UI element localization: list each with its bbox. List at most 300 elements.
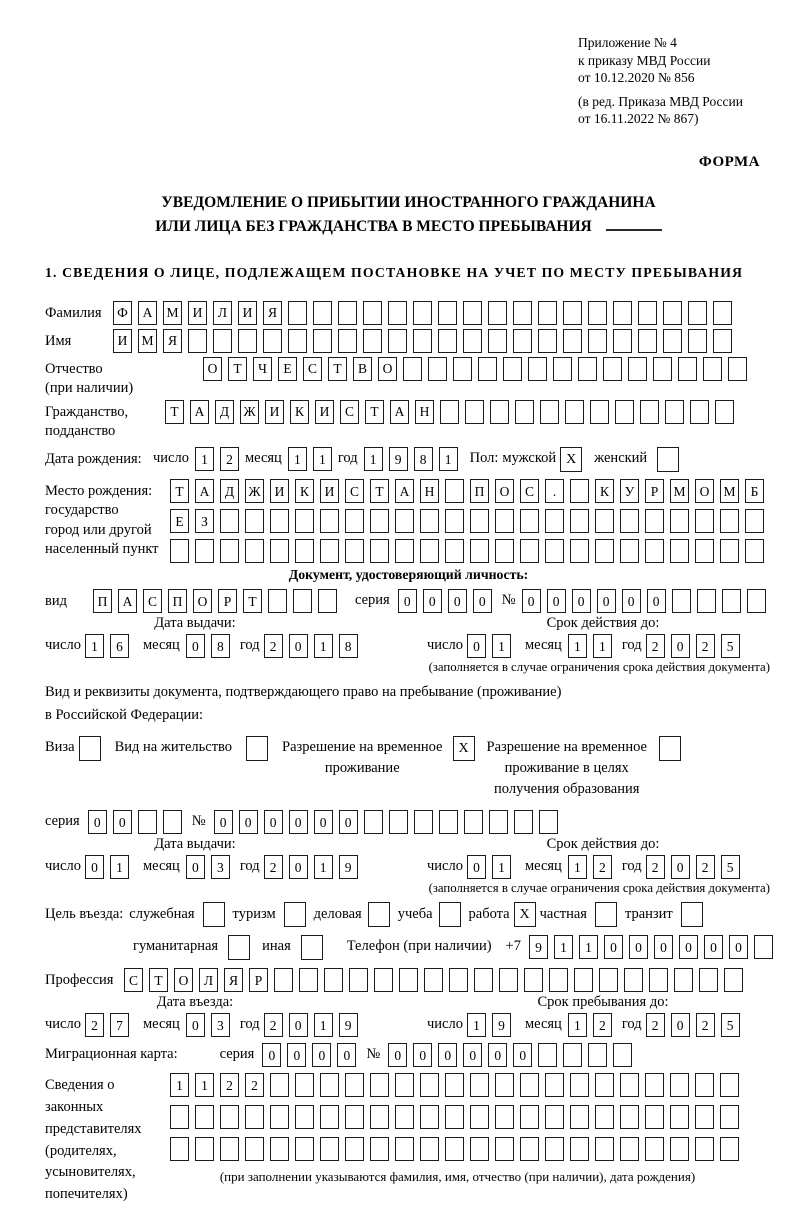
char-cell[interactable]: [293, 589, 312, 613]
char-cell[interactable]: [495, 509, 514, 533]
char-cell[interactable]: [715, 400, 734, 424]
char-cell[interactable]: [438, 329, 457, 353]
char-cell[interactable]: 1: [492, 855, 511, 879]
char-cell[interactable]: [263, 329, 282, 353]
char-cell[interactable]: Я: [163, 329, 182, 353]
char-cell[interactable]: [388, 301, 407, 325]
char-cell[interactable]: Т: [165, 400, 184, 424]
char-cell[interactable]: 0: [522, 589, 541, 613]
residence-issue-year-field[interactable]: [264, 855, 364, 879]
char-cell[interactable]: 0: [604, 935, 623, 959]
char-cell[interactable]: [220, 509, 239, 533]
residence-issue-day-field[interactable]: [85, 855, 135, 879]
purpose-private-checkbox[interactable]: [595, 902, 617, 927]
char-cell[interactable]: [638, 301, 657, 325]
char-cell[interactable]: 0: [473, 589, 492, 613]
char-cell[interactable]: [490, 400, 509, 424]
char-cell[interactable]: 1: [288, 447, 307, 471]
profession-field[interactable]: [124, 968, 749, 992]
char-cell[interactable]: Е: [170, 509, 189, 533]
char-cell[interactable]: 0: [467, 634, 486, 658]
char-cell[interactable]: [245, 1105, 264, 1129]
char-cell[interactable]: [395, 509, 414, 533]
char-cell[interactable]: О: [203, 357, 222, 381]
char-cell[interactable]: [220, 1137, 239, 1161]
char-cell[interactable]: [370, 1137, 389, 1161]
char-cell[interactable]: 0: [448, 589, 467, 613]
char-cell[interactable]: [645, 509, 664, 533]
char-cell[interactable]: [295, 539, 314, 563]
char-cell[interactable]: 1: [579, 935, 598, 959]
char-cell[interactable]: [374, 968, 393, 992]
char-cell[interactable]: [428, 357, 447, 381]
char-cell[interactable]: [747, 589, 766, 613]
char-cell[interactable]: 1: [314, 1013, 333, 1037]
char-cell[interactable]: 0: [388, 1043, 407, 1067]
char-cell[interactable]: 0: [629, 935, 648, 959]
char-cell[interactable]: [370, 1105, 389, 1129]
char-cell[interactable]: [695, 509, 714, 533]
char-cell[interactable]: 1: [467, 1013, 486, 1037]
char-cell[interactable]: [313, 301, 332, 325]
char-cell[interactable]: З: [195, 509, 214, 533]
char-cell[interactable]: П: [168, 589, 187, 613]
char-cell[interactable]: [620, 1105, 639, 1129]
purpose-study-checkbox[interactable]: [439, 902, 461, 927]
char-cell[interactable]: [313, 329, 332, 353]
char-cell[interactable]: [670, 509, 689, 533]
char-cell[interactable]: 2: [220, 447, 239, 471]
char-cell[interactable]: 2: [264, 855, 283, 879]
char-cell[interactable]: 0: [289, 1013, 308, 1037]
char-cell[interactable]: [628, 357, 647, 381]
char-cell[interactable]: [678, 357, 697, 381]
char-cell[interactable]: [470, 1105, 489, 1129]
char-cell[interactable]: [395, 1137, 414, 1161]
char-cell[interactable]: [720, 1105, 739, 1129]
char-cell[interactable]: [520, 509, 539, 533]
char-cell[interactable]: [645, 1073, 664, 1097]
char-cell[interactable]: [414, 810, 433, 834]
char-cell[interactable]: [720, 1137, 739, 1161]
char-cell[interactable]: 9: [389, 447, 408, 471]
char-cell[interactable]: [338, 301, 357, 325]
representatives-field-3[interactable]: [170, 1137, 745, 1161]
temp-residence-edu-checkbox[interactable]: [659, 736, 681, 761]
char-cell[interactable]: 0: [423, 589, 442, 613]
char-cell[interactable]: [545, 509, 564, 533]
char-cell[interactable]: Н: [415, 400, 434, 424]
char-cell[interactable]: О: [174, 968, 193, 992]
char-cell[interactable]: 0: [513, 1043, 532, 1067]
char-cell[interactable]: [520, 539, 539, 563]
char-cell[interactable]: [570, 509, 589, 533]
char-cell[interactable]: 0: [679, 935, 698, 959]
patronymic-field[interactable]: [203, 357, 753, 381]
char-cell[interactable]: У: [620, 479, 639, 503]
char-cell[interactable]: М: [670, 479, 689, 503]
char-cell[interactable]: 0: [467, 855, 486, 879]
char-cell[interactable]: [395, 1105, 414, 1129]
char-cell[interactable]: 1: [195, 1073, 214, 1097]
char-cell[interactable]: [324, 968, 343, 992]
char-cell[interactable]: 0: [547, 589, 566, 613]
char-cell[interactable]: 9: [339, 1013, 358, 1037]
char-cell[interactable]: 3: [211, 1013, 230, 1037]
char-cell[interactable]: А: [190, 400, 209, 424]
char-cell[interactable]: [613, 1043, 632, 1067]
char-cell[interactable]: [245, 509, 264, 533]
char-cell[interactable]: 5: [721, 855, 740, 879]
char-cell[interactable]: [624, 968, 643, 992]
birth-place-city-field[interactable]: [170, 509, 770, 533]
surname-field[interactable]: [113, 301, 738, 325]
char-cell[interactable]: [320, 1073, 339, 1097]
char-cell[interactable]: 0: [186, 855, 205, 879]
char-cell[interactable]: [720, 1073, 739, 1097]
char-cell[interactable]: [538, 1043, 557, 1067]
char-cell[interactable]: 2: [264, 1013, 283, 1037]
char-cell[interactable]: [478, 357, 497, 381]
char-cell[interactable]: [520, 1073, 539, 1097]
birth-month-field[interactable]: [288, 447, 338, 471]
char-cell[interactable]: [488, 329, 507, 353]
char-cell[interactable]: С: [124, 968, 143, 992]
char-cell[interactable]: [270, 509, 289, 533]
char-cell[interactable]: 0: [339, 810, 358, 834]
char-cell[interactable]: [595, 539, 614, 563]
residence-valid-year-field[interactable]: [646, 855, 746, 879]
char-cell[interactable]: [163, 810, 182, 834]
char-cell[interactable]: Т: [365, 400, 384, 424]
char-cell[interactable]: Р: [645, 479, 664, 503]
char-cell[interactable]: [320, 1105, 339, 1129]
char-cell[interactable]: [620, 1073, 639, 1097]
char-cell[interactable]: 0: [729, 935, 748, 959]
char-cell[interactable]: 1: [314, 634, 333, 658]
char-cell[interactable]: И: [265, 400, 284, 424]
char-cell[interactable]: [495, 1137, 514, 1161]
char-cell[interactable]: [388, 329, 407, 353]
char-cell[interactable]: [489, 810, 508, 834]
given-name-field[interactable]: [113, 329, 738, 353]
char-cell[interactable]: [420, 1137, 439, 1161]
char-cell[interactable]: 1: [568, 855, 587, 879]
char-cell[interactable]: 1: [492, 634, 511, 658]
char-cell[interactable]: А: [118, 589, 137, 613]
char-cell[interactable]: 1: [85, 634, 104, 658]
char-cell[interactable]: [670, 539, 689, 563]
char-cell[interactable]: Т: [328, 357, 347, 381]
char-cell[interactable]: [363, 329, 382, 353]
char-cell[interactable]: [672, 589, 691, 613]
char-cell[interactable]: 0: [88, 810, 107, 834]
char-cell[interactable]: [620, 509, 639, 533]
form-number-blank[interactable]: [606, 217, 662, 231]
char-cell[interactable]: Р: [249, 968, 268, 992]
char-cell[interactable]: [445, 1105, 464, 1129]
char-cell[interactable]: [695, 1137, 714, 1161]
residence-series-field[interactable]: [88, 810, 188, 834]
char-cell[interactable]: [590, 400, 609, 424]
char-cell[interactable]: 0: [85, 855, 104, 879]
char-cell[interactable]: [588, 329, 607, 353]
char-cell[interactable]: [645, 1105, 664, 1129]
char-cell[interactable]: [540, 400, 559, 424]
char-cell[interactable]: 1: [313, 447, 332, 471]
char-cell[interactable]: К: [595, 479, 614, 503]
char-cell[interactable]: 0: [314, 810, 333, 834]
char-cell[interactable]: [403, 357, 422, 381]
char-cell[interactable]: [270, 539, 289, 563]
purpose-work-checkbox[interactable]: X: [514, 902, 536, 927]
char-cell[interactable]: 0: [239, 810, 258, 834]
char-cell[interactable]: М: [138, 329, 157, 353]
char-cell[interactable]: О: [495, 479, 514, 503]
char-cell[interactable]: Д: [220, 479, 239, 503]
visa-checkbox[interactable]: [79, 736, 101, 761]
char-cell[interactable]: [463, 301, 482, 325]
char-cell[interactable]: [495, 1073, 514, 1097]
char-cell[interactable]: 0: [262, 1043, 281, 1067]
char-cell[interactable]: Т: [149, 968, 168, 992]
char-cell[interactable]: [464, 810, 483, 834]
char-cell[interactable]: [697, 589, 716, 613]
char-cell[interactable]: [395, 539, 414, 563]
char-cell[interactable]: [220, 1105, 239, 1129]
doc-issue-day-field[interactable]: [85, 634, 135, 658]
char-cell[interactable]: Ч: [253, 357, 272, 381]
char-cell[interactable]: 0: [647, 589, 666, 613]
char-cell[interactable]: [424, 968, 443, 992]
char-cell[interactable]: 9: [529, 935, 548, 959]
char-cell[interactable]: 0: [463, 1043, 482, 1067]
char-cell[interactable]: И: [238, 301, 257, 325]
char-cell[interactable]: 2: [646, 1013, 665, 1037]
char-cell[interactable]: [363, 301, 382, 325]
char-cell[interactable]: [345, 509, 364, 533]
char-cell[interactable]: [465, 400, 484, 424]
char-cell[interactable]: [728, 357, 747, 381]
char-cell[interactable]: [595, 1105, 614, 1129]
purpose-business-checkbox[interactable]: [368, 902, 390, 927]
char-cell[interactable]: [720, 539, 739, 563]
char-cell[interactable]: [663, 301, 682, 325]
char-cell[interactable]: 0: [214, 810, 233, 834]
char-cell[interactable]: 2: [85, 1013, 104, 1037]
char-cell[interactable]: 1: [554, 935, 573, 959]
char-cell[interactable]: С: [340, 400, 359, 424]
char-cell[interactable]: [238, 329, 257, 353]
char-cell[interactable]: 0: [398, 589, 417, 613]
char-cell[interactable]: [640, 400, 659, 424]
char-cell[interactable]: П: [93, 589, 112, 613]
char-cell[interactable]: [724, 968, 743, 992]
char-cell[interactable]: [599, 968, 618, 992]
char-cell[interactable]: [445, 1137, 464, 1161]
char-cell[interactable]: [703, 357, 722, 381]
char-cell[interactable]: [695, 1105, 714, 1129]
char-cell[interactable]: 1: [364, 447, 383, 471]
char-cell[interactable]: [449, 968, 468, 992]
doc-valid-month-field[interactable]: [568, 634, 618, 658]
char-cell[interactable]: [270, 1105, 289, 1129]
char-cell[interactable]: [595, 509, 614, 533]
char-cell[interactable]: [320, 1137, 339, 1161]
char-cell[interactable]: [670, 1073, 689, 1097]
char-cell[interactable]: [420, 1073, 439, 1097]
char-cell[interactable]: 0: [654, 935, 673, 959]
char-cell[interactable]: [513, 301, 532, 325]
residence-permit-checkbox[interactable]: [246, 736, 268, 761]
char-cell[interactable]: [274, 968, 293, 992]
char-cell[interactable]: 2: [696, 634, 715, 658]
purpose-other-checkbox[interactable]: [301, 935, 323, 960]
char-cell[interactable]: 0: [312, 1043, 331, 1067]
char-cell[interactable]: [545, 1105, 564, 1129]
phone-field[interactable]: [529, 935, 779, 959]
char-cell[interactable]: [570, 1137, 589, 1161]
char-cell[interactable]: [399, 968, 418, 992]
char-cell[interactable]: [470, 509, 489, 533]
char-cell[interactable]: [345, 1137, 364, 1161]
char-cell[interactable]: [295, 1073, 314, 1097]
char-cell[interactable]: 0: [597, 589, 616, 613]
char-cell[interactable]: [745, 509, 764, 533]
char-cell[interactable]: 0: [704, 935, 723, 959]
char-cell[interactable]: [620, 1137, 639, 1161]
char-cell[interactable]: [488, 301, 507, 325]
char-cell[interactable]: [470, 1073, 489, 1097]
char-cell[interactable]: .: [545, 479, 564, 503]
char-cell[interactable]: [268, 589, 287, 613]
char-cell[interactable]: [553, 357, 572, 381]
residence-number-field[interactable]: [214, 810, 564, 834]
char-cell[interactable]: [370, 509, 389, 533]
char-cell[interactable]: [170, 539, 189, 563]
char-cell[interactable]: [288, 329, 307, 353]
char-cell[interactable]: [538, 329, 557, 353]
char-cell[interactable]: 0: [289, 634, 308, 658]
char-cell[interactable]: 1: [568, 634, 587, 658]
char-cell[interactable]: [695, 1073, 714, 1097]
char-cell[interactable]: [463, 329, 482, 353]
char-cell[interactable]: 1: [195, 447, 214, 471]
char-cell[interactable]: 2: [593, 1013, 612, 1037]
char-cell[interactable]: 2: [696, 855, 715, 879]
gender-male-checkbox[interactable]: X: [560, 447, 582, 472]
char-cell[interactable]: [413, 329, 432, 353]
char-cell[interactable]: [595, 1073, 614, 1097]
residence-issue-month-field[interactable]: [186, 855, 236, 879]
char-cell[interactable]: А: [390, 400, 409, 424]
char-cell[interactable]: 5: [721, 1013, 740, 1037]
birth-year-field[interactable]: [364, 447, 464, 471]
char-cell[interactable]: 0: [572, 589, 591, 613]
char-cell[interactable]: [295, 1137, 314, 1161]
char-cell[interactable]: А: [195, 479, 214, 503]
char-cell[interactable]: Д: [215, 400, 234, 424]
representatives-field-2[interactable]: [170, 1105, 745, 1129]
char-cell[interactable]: [563, 301, 582, 325]
char-cell[interactable]: 7: [110, 1013, 129, 1037]
char-cell[interactable]: [645, 539, 664, 563]
doc-kind-field[interactable]: [93, 589, 343, 613]
char-cell[interactable]: [345, 539, 364, 563]
char-cell[interactable]: 2: [245, 1073, 264, 1097]
char-cell[interactable]: [499, 968, 518, 992]
stay-day-field[interactable]: [467, 1013, 517, 1037]
char-cell[interactable]: [545, 1073, 564, 1097]
char-cell[interactable]: [574, 968, 593, 992]
char-cell[interactable]: А: [395, 479, 414, 503]
char-cell[interactable]: 9: [339, 855, 358, 879]
char-cell[interactable]: И: [315, 400, 334, 424]
char-cell[interactable]: [288, 301, 307, 325]
char-cell[interactable]: [520, 1105, 539, 1129]
char-cell[interactable]: [470, 1137, 489, 1161]
char-cell[interactable]: М: [720, 479, 739, 503]
char-cell[interactable]: Я: [263, 301, 282, 325]
char-cell[interactable]: [445, 509, 464, 533]
char-cell[interactable]: [195, 1105, 214, 1129]
char-cell[interactable]: [370, 539, 389, 563]
char-cell[interactable]: [420, 1105, 439, 1129]
char-cell[interactable]: [539, 810, 558, 834]
stay-year-field[interactable]: [646, 1013, 746, 1037]
char-cell[interactable]: [474, 968, 493, 992]
char-cell[interactable]: Л: [213, 301, 232, 325]
char-cell[interactable]: 1: [314, 855, 333, 879]
char-cell[interactable]: 0: [337, 1043, 356, 1067]
char-cell[interactable]: [320, 509, 339, 533]
char-cell[interactable]: [570, 1073, 589, 1097]
char-cell[interactable]: 1: [439, 447, 458, 471]
char-cell[interactable]: 0: [289, 810, 308, 834]
char-cell[interactable]: [688, 329, 707, 353]
char-cell[interactable]: С: [345, 479, 364, 503]
char-cell[interactable]: [713, 301, 732, 325]
purpose-tourism-checkbox[interactable]: [284, 902, 306, 927]
char-cell[interactable]: Н: [420, 479, 439, 503]
char-cell[interactable]: [445, 1073, 464, 1097]
char-cell[interactable]: И: [270, 479, 289, 503]
char-cell[interactable]: [713, 329, 732, 353]
char-cell[interactable]: 0: [113, 810, 132, 834]
char-cell[interactable]: [615, 400, 634, 424]
char-cell[interactable]: [345, 1105, 364, 1129]
char-cell[interactable]: [570, 479, 589, 503]
char-cell[interactable]: [588, 1043, 607, 1067]
char-cell[interactable]: 2: [646, 634, 665, 658]
char-cell[interactable]: [722, 589, 741, 613]
char-cell[interactable]: [595, 1137, 614, 1161]
char-cell[interactable]: Р: [218, 589, 237, 613]
char-cell[interactable]: [514, 810, 533, 834]
char-cell[interactable]: [495, 539, 514, 563]
char-cell[interactable]: С: [143, 589, 162, 613]
char-cell[interactable]: 1: [568, 1013, 587, 1037]
char-cell[interactable]: [670, 1105, 689, 1129]
char-cell[interactable]: [690, 400, 709, 424]
char-cell[interactable]: [528, 357, 547, 381]
char-cell[interactable]: [370, 1073, 389, 1097]
char-cell[interactable]: [220, 539, 239, 563]
char-cell[interactable]: [295, 509, 314, 533]
char-cell[interactable]: [364, 810, 383, 834]
char-cell[interactable]: 0: [287, 1043, 306, 1067]
char-cell[interactable]: [603, 357, 622, 381]
